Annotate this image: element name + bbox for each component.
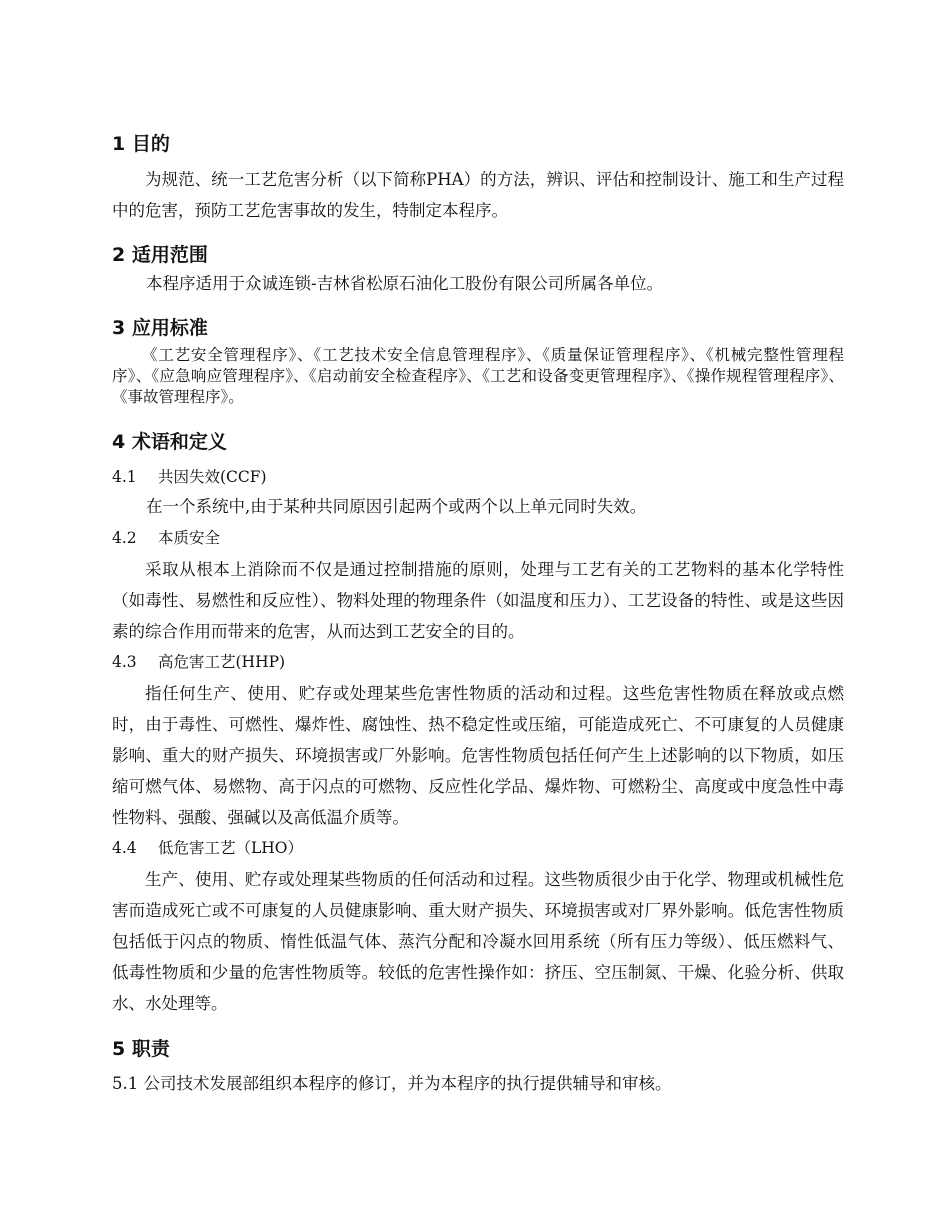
section-1-heading: 1 目的 — [112, 133, 170, 155]
section-2-heading: 2 适用范围 — [112, 244, 208, 266]
section-4-heading: 4 术语和定义 — [112, 431, 227, 453]
term-4-1-body: 在一个系统中,由于某种共同原因引起两个或两个以上单元同时失效。 — [146, 497, 647, 516]
term-number: 4.4 — [112, 839, 137, 857]
term-4-3-body: 指任何生产、使用、贮存或处理某些危害性物质的活动和过程。这些危害性物质在释放或点燃时，由于毒性、可燃性、爆炸性、腐蚀性、热不稳定性或压缩，可能造成死亡、不可康复的人员健康影响、重大的财产损失、环境损害或厂外影响。危害性物质包括任何产生上述影响的以下物质，如压缩可燃气体、易燃物、高于闪点的可燃物、反应性化学品、爆炸物、可燃粉尘、高度或中度急性中毒性物料、强酸、强碱以及高低温介质等。 — [112, 684, 844, 827]
section-1-body: 为规范、统一工艺危害分析（以下简称PHA）的方法，辨识、评估和控制设计、施工和生产过程中的危害，预防工艺危害事故的发生，特制定本程序。 — [112, 170, 844, 220]
term-title: 本质安全 — [158, 529, 221, 547]
section-5-heading: 5 职责 — [112, 1038, 170, 1060]
term-4-3-heading — [112, 651, 285, 673]
term-number: 4.3 — [112, 653, 137, 671]
term-title: 高危害工艺(HHP) — [158, 653, 286, 671]
term-4-1-heading — [112, 466, 267, 488]
section-5-item-1: 5.1 公司技术发展部组织本程序的修订，并为本程序的执行提供辅导和审核。 — [112, 1074, 672, 1093]
term-number: 4.1 — [112, 468, 137, 486]
section-3-heading: 3 应用标准 — [112, 317, 208, 339]
section-3-body: 《工艺安全管理程序》、《工艺技术安全信息管理程序》、《质量保证管理程序》、《机械完整性管理程序》、《应急响应管理程序》、《启动前安全检查程序》、《工艺和设备变更管理程序》、《操作规程管理程序》、《事故管理程序》。 — [112, 346, 844, 406]
term-4-4-heading — [112, 837, 303, 859]
term-title: 共因失效(CCF) — [158, 468, 267, 486]
term-4-2-heading — [112, 527, 220, 549]
term-number: 4.2 — [112, 529, 137, 547]
term-4-2-body: 采取从根本上消除而不仅是通过控制措施的原则，处理与工艺有关的工艺物料的基本化学特性（如毒性、易燃性和反应性）、物料处理的物理条件（如温度和压力）、工艺设备的特性、或是这些因素的综合作用而带来的危害，从而达到工艺安全的目的。 — [112, 560, 844, 641]
term-4-4-body: 生产、使用、贮存或处理某些物质的任何活动和过程。这些物质很少由于化学、物理或机械性危害而造成死亡或不可康复的人员健康影响、重大财产损失、环境损害或对厂界外影响。低危害性物质包括低于闪点的物质、惰性低温气体、蒸汽分配和冷凝水回用系统（所有压力等级）、低压燃料气、低毒性物质和少量的危害性物质等。较低的危害性操作如：挤压、空压制氮、干燥、化验分析、供取水、水处理等。 — [112, 870, 844, 1013]
term-title: 低危害工艺（LHO） — [158, 839, 304, 857]
section-2-body: 本程序适用于众诚连锁-吉林省松原石油化工股份有限公司所属各单位。 — [146, 274, 664, 293]
